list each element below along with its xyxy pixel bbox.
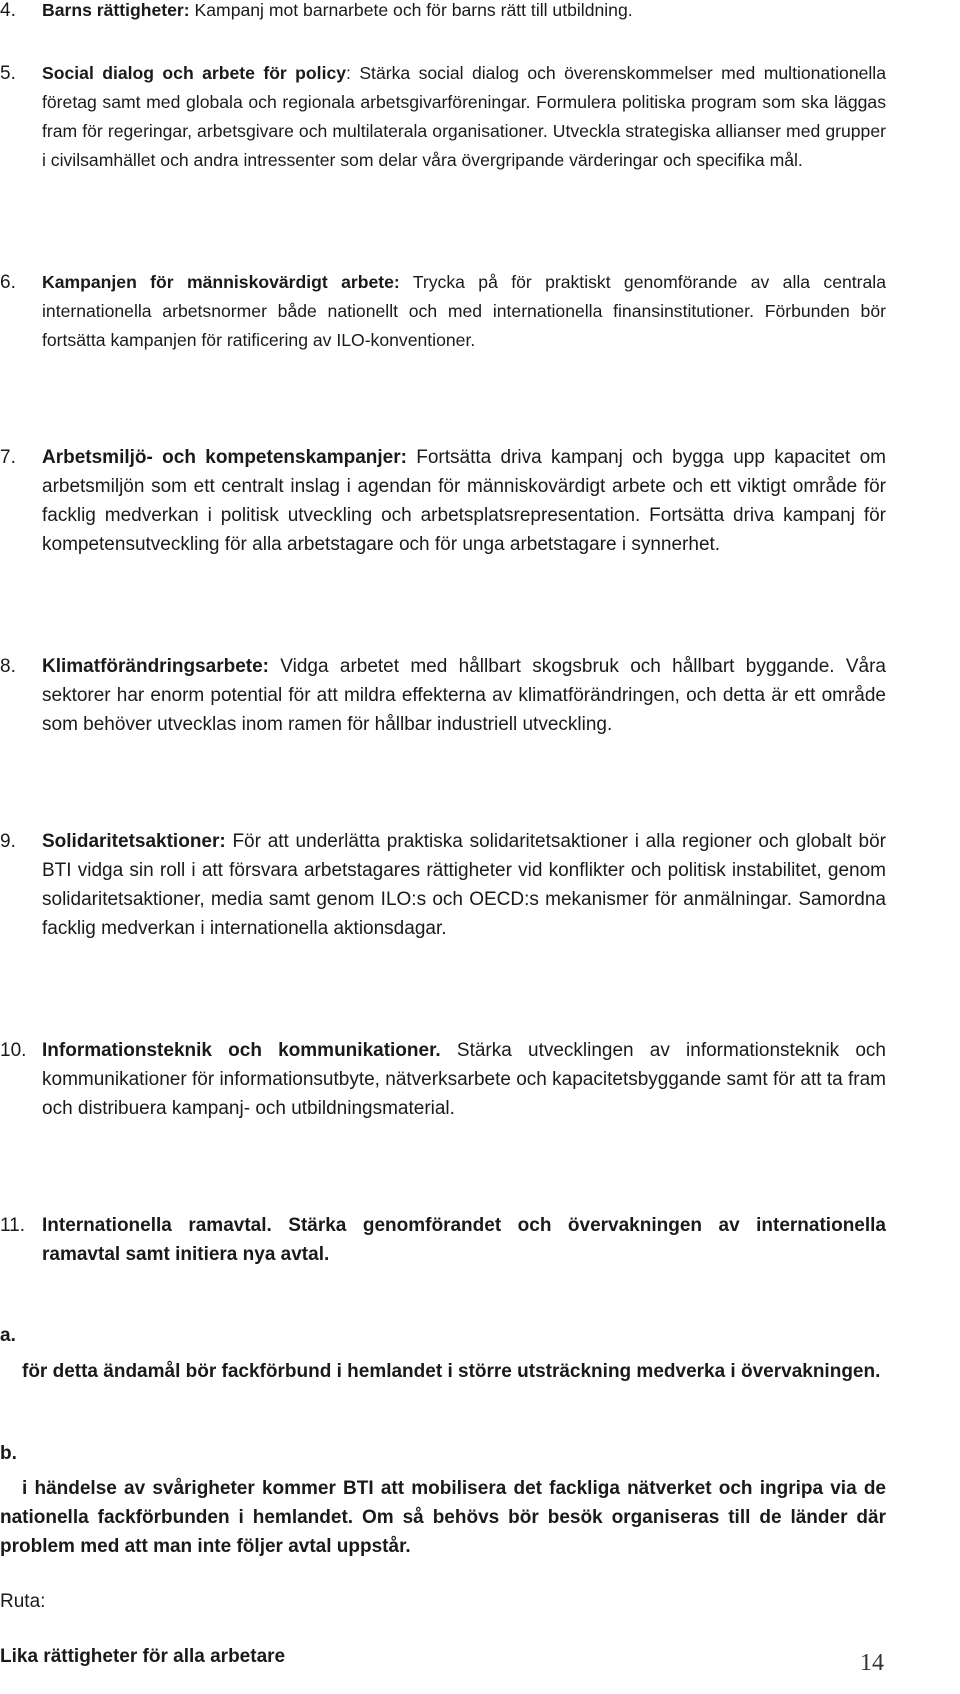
list-item-5 bbox=[0, 59, 886, 175]
item-text: För att underlätta praktiska solidaritetsaktioner i alla regioner och globalt bör BTI vidga sin roll i att försvara arbetstagares rättigheter vid konflikter och politisk instabilitet, genom solidaritetsaktioner, media samt genom ILO:s och OECD:s mekanismer för anmälningar. Samordna facklig medverkan i internationella aktionsdagar. bbox=[42, 831, 886, 939]
item-title: Internationella ramavtal. Stärka genomförandet och övervakningen av internationella ramavtal samt initiera nya avtal. bbox=[42, 1215, 886, 1265]
item-number: 7. bbox=[0, 447, 16, 468]
sub-item-b-label: b. bbox=[0, 1443, 17, 1464]
item-number: 6. bbox=[0, 272, 16, 293]
item-number: 4. bbox=[0, 0, 16, 21]
sub-item-b-text: i händelse av svårigheter kommer BTI att mobilisera det fackliga nätverket och ingripa via de nationella fackförbunden i hemlandet. Om så behövs bör besök organiseras till de länder där problem med att man inte följer avtal uppstår. bbox=[0, 1478, 886, 1557]
item-title: Kampanjen för människovärdigt arbete: bbox=[42, 272, 400, 292]
ruta-label: Ruta: bbox=[0, 1591, 46, 1612]
item-text: Stärka utvecklingen av informationsteknik och kommunikationer för informationsutbyte, nätverksarbete och kapacitetsbyggande samt för att ta fram och distribuera kampanj- och utbildningsmaterial. bbox=[42, 1040, 886, 1119]
item-title: Barns rättigheter: bbox=[42, 0, 190, 20]
item-title: Social dialog och arbete för policy bbox=[42, 63, 347, 83]
item-title: Klimatförändringsarbete: bbox=[42, 656, 269, 677]
list-item-8 bbox=[0, 652, 886, 739]
item-text: Vidga arbetet med hållbart skogsbruk och hållbart byggande. Våra sektorer har enorm potential för att mildra effekterna av klimatförändringen, och detta är ett område som behöver utvecklas inom ramen för hållbar industriell utveckling. bbox=[42, 656, 886, 735]
list-item-7 bbox=[0, 443, 886, 559]
item-number: 11. bbox=[0, 1215, 26, 1236]
item-title: Arbetsmiljö- och kompetenskampanjer: bbox=[42, 447, 407, 468]
list-item-11 bbox=[0, 1211, 886, 1269]
item-number: 9. bbox=[0, 831, 16, 852]
list-item-10 bbox=[0, 1036, 886, 1123]
list-item-6 bbox=[0, 268, 886, 355]
item-number: 5. bbox=[0, 63, 16, 84]
item-text: Fortsätta driva kampanj och bygga upp kapacitet om arbetsmiljön som ett centralt inslag i agendan för människovärdigt arbete och ett viktigt område för facklig medverkan i politisk utveckling och arbetsplatsrepresentation. Fortsätta driva kampanj för kompetensutveckling för alla arbetstagare och för unga arbetstagare i synnerhet. bbox=[42, 447, 886, 555]
list-item-4 bbox=[0, 0, 886, 25]
item-title: Informationsteknik och kommunikationer. bbox=[42, 1040, 441, 1061]
box-title: Lika rättigheter för alla arbetare bbox=[0, 1646, 286, 1667]
page-number: 14 bbox=[860, 1650, 884, 1676]
sub-item-a-text: för detta ändamål bör fackförbund i hemlandet i större utsträckning medverka i övervakningen. bbox=[22, 1361, 881, 1382]
item-title: Solidaritetsaktioner: bbox=[42, 831, 226, 852]
item-text: Kampanj mot barnarbete och för barns rätt till utbildning. bbox=[189, 0, 633, 20]
sub-item-a-label: a. bbox=[0, 1325, 16, 1346]
item-number: 8. bbox=[0, 656, 16, 677]
item-number: 10. bbox=[0, 1040, 27, 1061]
item-text: Trycka på för praktiskt genomförande av alla centrala internationella arbetsnormer både nationellt och med internationella finansinstitutioner. Förbunden bör fortsätta kampanjen för ratificering av ILO-konventioner. bbox=[42, 272, 886, 350]
list-item-9 bbox=[0, 827, 886, 943]
item-text: : Stärka social dialog och överenskommelser med multionationella företag samt med globala och regionala arbetsgivarföreningar. Formulera politiska program som ska läggas fram för regeringar, arbetsgivare och multilaterala organisationer. Utveckla strategiska allianser med grupper i civilsamhället och andra intressenter som delar våra övergripande värderingar och specifika mål. bbox=[42, 63, 886, 170]
